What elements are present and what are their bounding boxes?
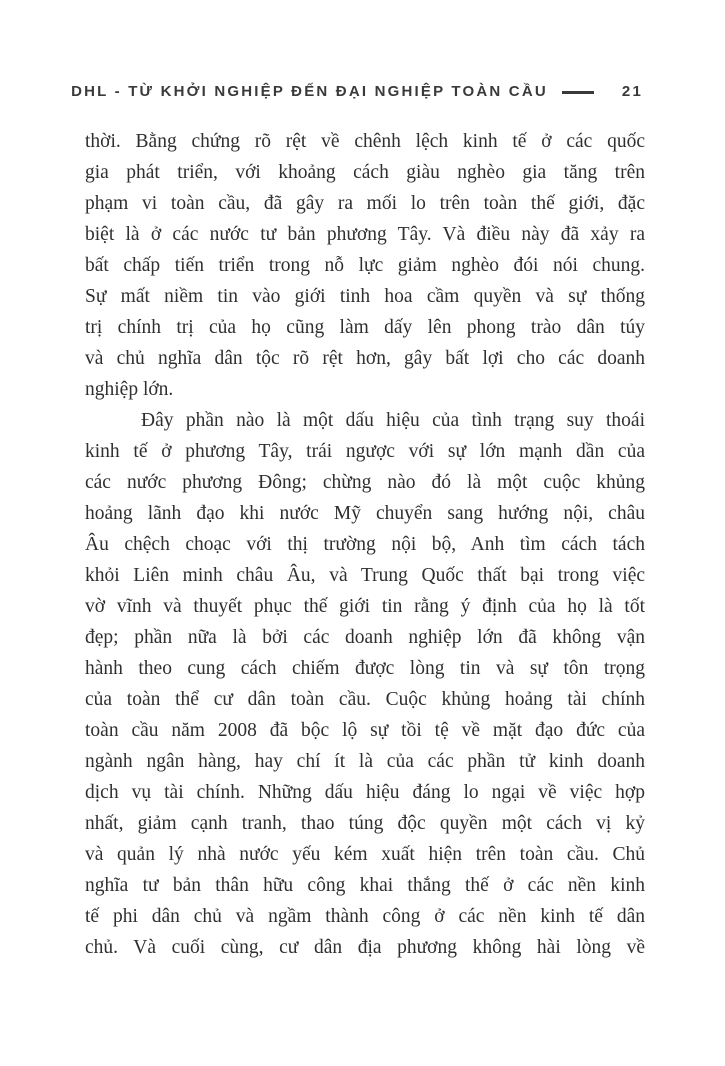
- text-line: hoảng lãnh đạo khi nước Mỹ chuyển sang hướng nội, châu: [85, 503, 645, 524]
- text-line: phạm vi toàn cầu, đã gây ra mối lo trên toàn thế giới, đặc: [85, 193, 645, 214]
- text-line: toàn cầu năm 2008 đã bộc lộ sự tồi tệ về mặt đạo đức của: [85, 720, 645, 741]
- page-number: 21: [621, 83, 643, 100]
- text-line: bất chấp tiến triển trong nỗ lực giảm nghèo đói nói chung.: [85, 255, 645, 276]
- text-line: các nước phương Đông; chừng nào đó là một cuộc khủng: [85, 472, 645, 493]
- text-line: hành theo cung cách chiếm được lòng tin và sự tôn trọng: [85, 658, 645, 679]
- paragraph: [85, 405, 645, 963]
- page-body: [85, 126, 645, 963]
- text-line: nhất, giảm cạnh tranh, thao túng độc quyền một cách vị kỷ: [85, 813, 645, 834]
- paragraph: [85, 126, 645, 405]
- text-line: của toàn thể cư dân toàn cầu. Cuộc khủng hoảng tài chính: [85, 689, 645, 710]
- text-line: nghiệp lớn.: [85, 379, 174, 400]
- text-line: trị chính trị của họ cũng làm dấy lên phong trào dân túy: [85, 317, 645, 338]
- text-line: và chủ nghĩa dân tộc rõ rệt hơn, gây bất lợi cho các doanh: [85, 348, 645, 369]
- text-line: vờ vĩnh và thuyết phục thế giới tin rằng ý định của họ là tốt: [85, 596, 645, 617]
- text-line: nghĩa tư bản thân hữu công khai thắng thế ở các nền kinh: [85, 875, 645, 896]
- text-line: tế phi dân chủ và ngầm thành công ở các nền kinh tế dân: [85, 906, 645, 927]
- text-line: gia phát triển, với khoảng cách giàu nghèo gia tăng trên: [85, 162, 645, 183]
- text-line: Đây phần nào là một dấu hiệu của tình trạng suy thoái: [141, 410, 645, 431]
- header-rule: [562, 91, 594, 94]
- text-line: chủ. Và cuối cùng, cư dân địa phương không hài lòng về: [85, 937, 645, 958]
- book-title: DHL - TỪ KHỞI NGHIỆP ĐẾN ĐẠI NGHIỆP TOÀN CẦU: [71, 83, 548, 100]
- text-line: Sự mất niềm tin vào giới tinh hoa cầm quyền và sự thống: [85, 286, 645, 307]
- text-line: khỏi Liên minh châu Âu, và Trung Quốc thất bại trong việc: [85, 565, 645, 586]
- text-line: ngành ngân hàng, hay chí ít là của các phần tử kinh doanh: [85, 751, 645, 772]
- text-line: thời. Bằng chứng rõ rệt về chênh lệch kinh tế ở các quốc: [85, 131, 645, 152]
- text-line: Âu chệch choạc với thị trường nội bộ, Anh tìm cách tách: [85, 534, 645, 555]
- running-header: [71, 83, 643, 100]
- text-line: biệt là ở các nước tư bản phương Tây. Và điều này đã xảy ra: [85, 224, 645, 245]
- text-line: đẹp; phần nữa là bởi các doanh nghiệp lớn đã không vận: [85, 627, 645, 648]
- text-line: dịch vụ tài chính. Những dấu hiệu đáng lo ngại về việc hợp: [85, 782, 645, 803]
- text-line: kinh tế ở phương Tây, trái ngược với sự lớn mạnh dần của: [85, 441, 645, 462]
- text-line: và quản lý nhà nước yếu kém xuất hiện trên toàn cầu. Chủ: [85, 844, 645, 865]
